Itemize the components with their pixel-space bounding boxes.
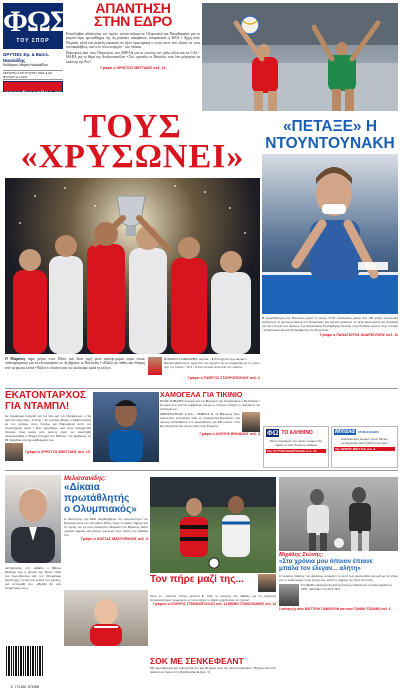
barcode-icon: [5, 646, 45, 680]
divider: [5, 470, 398, 471]
website-bar[interactable]: [3, 81, 63, 97]
main-story-headline[interactable]: [5, 108, 260, 175]
tikinio-byline: Γράφει ο ΑΛΕΞΗΣ ΒΗΝΑΝΟΣ σελ. 3: [199, 432, 260, 436]
right-bottom-headline: [279, 558, 398, 573]
child-photo[interactable]: [64, 590, 148, 646]
celebration-illustration: [5, 178, 260, 354]
headline-line: «Δίκαια: [64, 482, 100, 493]
footballer-illustration: [93, 392, 159, 462]
melissanidis-headline: [64, 482, 148, 515]
center-bottom-story[interactable]: [150, 574, 276, 606]
website-text: www.fosonline.gr: [4, 90, 62, 97]
logo-subtitle: ΤΟΥ ΣΠΟΡ: [16, 38, 50, 44]
top-story-headline: [66, 2, 200, 28]
side-caption-row: [148, 357, 260, 375]
headline-line: ΣΤΗΝ ΕΔΡΟ: [94, 13, 172, 29]
headline-line: ΝΤΟΥΝΤΟΥΝΑΚΗ: [265, 135, 395, 152]
top-story-text: Επανέλαβαν αδιάλειπτα τον πρώτο τελικό-πολεμο-πε Ολυμπιακό και Παναθηναϊκό για το μεγαλύ-τερο πρωτάθλημα της 4η μπάσκετ αποφάσισε, αποφάσισαν η ΚΕΔ + Ορχή στην Πειραιά, αλλά και μεγάλη ευκαιρία να ζήτει πρωτοφανή ο εντός αυτό που έδωσε σε τους τουπικαλάβτες, σαν στο του υπουργών - στο πίνακα.: [66, 32, 200, 49]
mia-byline-bar: [334, 447, 395, 451]
main-caption-bold: Ο Μαρτίνες: [5, 357, 26, 361]
headline-line: «ΠΕΤΑΞΕ» Η: [282, 118, 378, 135]
celebration-photo[interactable]: [5, 178, 260, 354]
side-caption-block: [148, 357, 260, 380]
melissanidis-byline: Γράφει ο ΚΩΣΤΑΣ ΜΑΣΤΟΡΑΚΗΣ σελ. 5: [80, 537, 148, 541]
main-caption-text: πήρε μέρος στον Πέιτσ και δίνει τιμή μετά εκατομ-μύρια ευρώ στους ποδοσφαιριστές για να εντατικήσουν το 4ο βήματα το Πολιτείας • «Πιάζει με πάθος και δύναμη από τα πρώτα λεπτά • Βάλτε το δυνατό σας να κλείσουμε καλά τη σεζόν»: [5, 357, 145, 370]
tikinio-headline: ΧΑΜΟΓΕΛΑ ΓΙΑ ΤΙΚΙΝΙΟ: [160, 390, 243, 399]
center-bottom-headline-row: [150, 574, 276, 592]
alexio-byline: Του ΟΥΤΤΟΝ ΜΑΚΡΥΔΑΚΗ σελ. 15: [267, 449, 317, 453]
basket-headline: [5, 390, 91, 412]
right-bottom-photo-caption: Στη ΦΩΤΟ: Αναμνηστική Σιώνης Σιώνη με Μιλανολή σε αγώνα Αιγάλεω ή ΑΕΚ - Αθηναϊκό στη 1971-1972: [301, 582, 393, 591]
match-photo[interactable]: [150, 477, 276, 573]
basket-story[interactable]: [5, 390, 91, 461]
melissanidis-story[interactable]: [64, 476, 148, 541]
edition-line: Εκδότρια: Μαρία Νικολαΐδου: [3, 63, 49, 67]
headline-line: ο Ολυμπιακός»: [64, 504, 137, 515]
logo-text: ΦΩΣ: [3, 5, 69, 38]
man-portrait-illustration: [5, 475, 61, 563]
alexio-text: Πόσο ταιριάζουν στο πρώτο όνομα στην παρέα σε τους Έλληνες οπαδούς: [270, 439, 322, 447]
top-story[interactable]: [66, 2, 200, 114]
mia-brand-name: Μπάλα: [335, 429, 355, 435]
mia-box[interactable]: [331, 426, 398, 468]
headline-line: πρωτάθλητής: [64, 493, 130, 504]
center-bottom-text: Ολοι οι... Δέτοκοι τέλους φρόνοι! ● Οπο το σεισμός στο «ΦΩΣ» για τη σημερινή πολυσκινητήριο λεωφορείο σε τόσο λέξεις το βάλει μηχοπονίας σε στήσια!: [150, 594, 276, 602]
issue-line: ΤΕΤΑΡΤΗ 4 ΑΥΓΟΥΣΤΟΥ 2021 ● ΑΡ. ΦΥΛΛΟΥ ● 1,00 €: [3, 70, 63, 80]
footballer-photo[interactable]: [93, 392, 159, 462]
edition-line: ΩΡΥΤΣΕΙ: Εφ. & Βασιλ. Νικολαΐδης: [3, 52, 49, 63]
match-illustration: [150, 477, 276, 573]
headline-line: ΤΟΥΣ: [83, 108, 182, 145]
barcode: [5, 646, 45, 689]
headline-line: ΑΠΑΝΤΗΣΗ: [95, 0, 171, 16]
headline-line: ΓΙΑ ΝΤΑΜΠΛ!: [5, 401, 70, 412]
player-thumb: [258, 574, 276, 592]
center-bottom-byline: Γράφουν οι ΣΤΑΥΡΟΣ ΣΤΕΦΑΝΟΠΟΥΛΟΣ σελ. 14 ΘΕΜΗΣ ΣΠΑΝΟΥΔΑΚΗΣ σελ. 14: [153, 602, 276, 606]
alexio-byline-bar: [266, 449, 326, 453]
edition-info: [3, 52, 63, 80]
left-column-text: Αντιπρόεδρο στο «ΦΩΣ» ο Βάσος Μπάκας πως η μπορεί της Τζινεν είσαι για πρωτοβουλιώ σαν τον Ολυμπιακό Αναπτυξης τη ένα που μπέκε στη μελέτη, και ανταγαθή στο «Βρέθα θα σαν Ολυμπιακό λεω.»: [5, 566, 61, 590]
left-column: [5, 566, 61, 590]
right-bottom-byline: Συνέντευξη στον ΒΑΓΓΕΛΗ ΓΙΑΝΝΟΥΛΗ και στον ΓΙΑΝΝΗ ΤΖΙΑΝΝΟ σελ. 4: [279, 606, 391, 611]
headline-line: «Στα χρόνια μου όποιον έπιανε: [279, 558, 373, 565]
basket-byline: Γράφει ο ΧΡΗΣΤΟΣ ΜΕΓΓΙΔΗΣ σελ. 15: [25, 450, 90, 454]
headline-line: μπάλα τον έλεγαν... αλήτη»: [279, 565, 361, 573]
right-bottom-text: Ο παλαίος παίκτης του Αιγάλεω, αναφέρει το αυτό των ακολουθών και μάλ με τα γέλια για το ποδόσφαιρο στην εποχή του, αλλά το σήμερα πιο πολύ τις όποιε.: [279, 573, 398, 582]
fos-logo-icon: ΦΩ: [267, 429, 279, 437]
divider: [5, 388, 398, 389]
barcode-number: 9 771109 674008: [10, 685, 40, 689]
retro-players-illustration: [279, 477, 398, 551]
swimmer-illustration: [262, 154, 398, 314]
mia-text: Κατακλυσμός κόσμου για Α' Εθνικό μεταγραφικό ριάν η θέαση του γκολ: [341, 437, 388, 445]
top-story-byline: Γράφει ο ΧΡΗΣΤΟΣ ΜΕΓΓΙΔΗΣ σελ. 13: [100, 66, 166, 71]
melissanidis-kicker: Μελισσανίδης:: [64, 476, 107, 482]
retro-team-photo[interactable]: [279, 477, 398, 551]
swimmer-photo[interactable]: [262, 154, 398, 314]
volleyball-photo[interactable]: [202, 3, 398, 111]
footer-story[interactable]: [150, 656, 276, 674]
portrait-thumb: [279, 584, 299, 606]
basket-byline-row: [5, 443, 91, 461]
tikinio-text: ΜΠΟΥΝΑΝΤΑΡ Α-ΛΑ... ΣΜΒΙΛΑ ● Ο Βίκτορας Γκα-μπαούτσος επιστρέφει πάλι σε συνεργασία Κιμπάνερ, που πρώτος αντικαθιστώ του πρωταθλητή και Μπουνέλα • Ότι θα συνεχίστεί και αυτός είναι στην Ευρώπη.: [160, 412, 240, 428]
headline-line: «ΧΡΥΣΩΝΕΙ»: [20, 138, 245, 175]
right-bottom-kicker: Μιχάλης Σιώνης:: [279, 552, 324, 558]
center-bottom-headline: Τον πήρε μαζί της...: [150, 574, 244, 585]
main-caption: [5, 357, 145, 370]
olympic-caption: Η πρωταθλήτρια του Ναυτικού έκανε το μέτρο 57,97 επεκλάσεις ρεκόρ στα 100 μέτρα πεταλούδα κατάκτησε τα χρυσά μετάλλια στο Ολυμπιακή και έφτασε ανάμεσα σε οκτώ καλύτερους της Ελλάδας για την ιστορία των Αγώνων της Ολυμπιακής Κολύμβησης Ερευνη στην Ελλάδα πρώτες στην ιστορία • Ολυμπιακού Αγώνα Κολύμβησης στη 26 χρόνια...: [262, 316, 398, 332]
volleyball-illustration: [202, 3, 398, 111]
melissanidis-text: Ο ιδιοκτήτης της ΑΕΚ παραδέχθη-κε την ανωτερότητα του Πειραιώ-τικου του πολιτικού Χάτη, όπως το έκανε σήμερα για τη σχέση του με τους ιδιοκτήτες αδερφών του Ηρακλή, έκανε «χρυσά σημεία» και μίλησε για κενά στην τίτλου της Ομάδας του.: [64, 517, 148, 537]
alexio-label: ΤΟ ΑΛΗΘΙΝΟ: [281, 430, 313, 436]
tikinio-text: ΠΟΛΥ ΣΟΒΑΡΗ ενεργεια για τον Βρουχού του Ολυμπιακού ο Βρεύλιδου • Σε μέρα που για ένα συμβόλαιο για με το τέταρτο εντάξει το παρακινή του αντίσκια του.: [160, 399, 260, 411]
mia-byline: Της ΒΡΙΣΘΥ ΜΕΓΓΙΑΗ σελ. 6: [335, 447, 376, 451]
footer-headline: ΣΟΚ ΜΕ ΣΕΝΚΕΦΕΛΝΤ: [150, 656, 244, 666]
mia-brand-sub: ΣΤΗΝ ΕΞΕΔΡΑ: [357, 430, 379, 434]
masthead: [3, 3, 69, 99]
player-thumb: [148, 357, 162, 375]
right-bottom-story[interactable]: [279, 552, 398, 611]
alexio-header: [266, 429, 326, 437]
olympic-story-headline[interactable]: [262, 118, 398, 152]
coach-photo: [5, 443, 23, 461]
footer-text: Με πρωτόβουλες και εγκιώνεται του και θα χάσει τους πιο πρώτα παιχνίδια • Πλήρως δεν έτσι παιδιά του Λάλου στο Πανθηναϊκό ● (Σελ. 5): [150, 666, 276, 674]
melissanidis-photo[interactable]: [5, 475, 61, 563]
tikinio-story[interactable]: [160, 390, 260, 436]
alexio-box[interactable]: [263, 426, 329, 468]
mia-brand: [334, 429, 395, 435]
basket-text: Σε σημαδιακό παιχνίδι για τον ίδιο και τον Ολυμπια-κό, ο Σα Αρτευει είρα έφη... ένταση • Σε τεχνικές βίτμες ο Μαρτσινάκης με τον ανάγκη στον τηνάγω μα Παρισιάνια αυτό τον ολοκλήρωση μέσα • Κατ «χρυσάφι» -και στην πραγματική πλευρά- ένας καλός από αυτούς είναι τον αναστηθή πανευρωπαϊκή ο Ξόρχα επιτυχία στο Μίτσου • Σε αριθμούς, τα 99 παιχνίδια στα πρωταθλήματα του.: [5, 414, 91, 442]
side-caption: ΠΟΝΑΕΙ Ο ΣΩΚΡΑΤΗΣ, ΑΛΛΑ... ● Εντυχήσαν έχει ακόμα ο Παπασταθόπουλος, όμως δεν του περήλτε να τα συμμετέχει με το χτύπο που τον τελικό • Τα 3 • 0 στον άντικο είναι από τον «Ζέσο»: [164, 357, 260, 369]
logo-box[interactable]: [3, 3, 69, 49]
olympic-caption-block: [262, 316, 398, 337]
main-caption-block: [5, 357, 145, 370]
olympic-byline: Γράφει ο ΠΑΝΑΓΙΩΤΗΣ ΑΝΔΡΕΟΥΛΗΣ σελ. 11: [320, 333, 398, 337]
headline-line: ΕΚΑΤΟΝΤΑΡΧΟΣ: [5, 390, 86, 401]
main-byline: Γράφει ο ΓΙΩΡΓΟΣ ΣΤΑΥΡΟΠΟΥΛΟΣ σελ. 2: [187, 376, 260, 380]
top-story-text: Προσφυγή από τους Πειραιώτες στο ΑΘΕΑΔ για το ωστόσο τον ρόλο αλλά και σε CAS - WADA για το θέμα της Αντζιατοπούλου • Στο «φιναλι» οι Βασιλείς τους δον μέτρησαν τα καλύτερ της Ρεν!: [66, 51, 200, 64]
child-illustration: [64, 590, 148, 646]
right-bottom-photo-caption-row: [279, 584, 398, 606]
tikinio-row: [160, 412, 260, 432]
coach-photo: [242, 412, 260, 432]
